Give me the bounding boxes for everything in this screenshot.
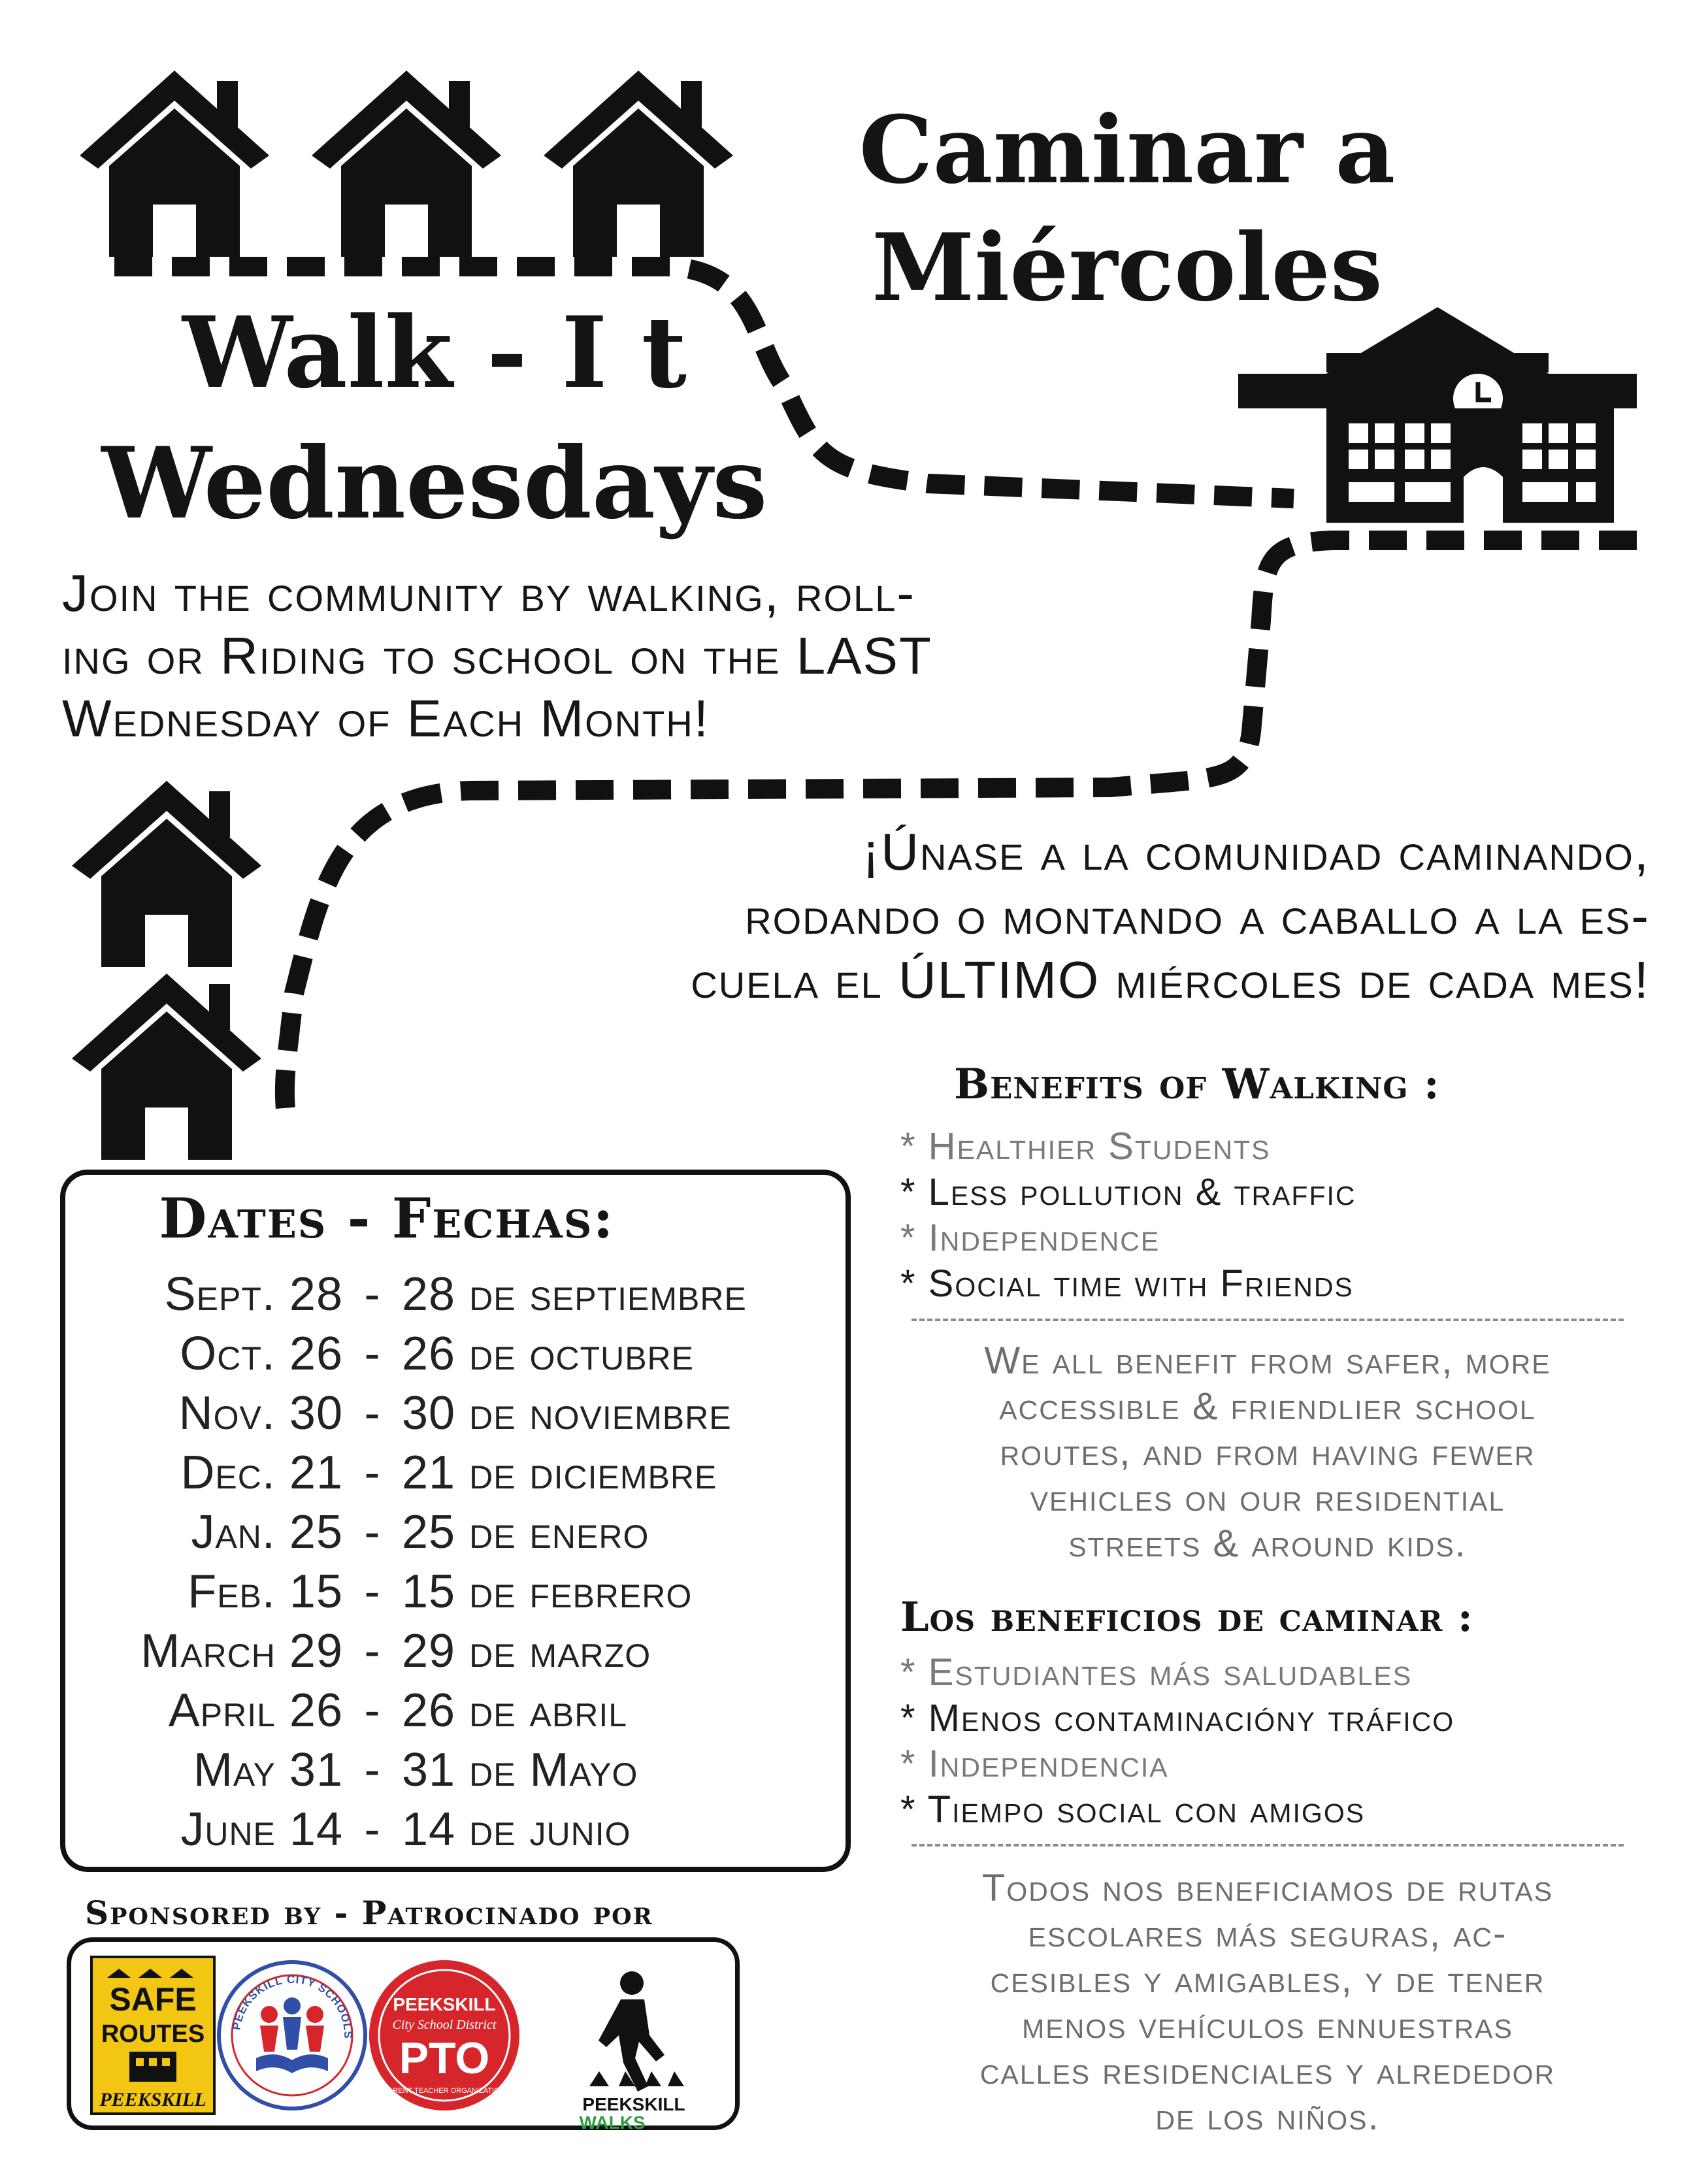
benefit-item: * Independence (900, 1217, 1160, 1259)
benefits-en-heading: Benefits of Walking : (954, 1060, 1440, 1109)
paragraph-line: vehicles on our residential (1030, 1477, 1505, 1519)
date-row (65, 1324, 843, 1383)
date-spanish: 31 de Mayo (402, 1743, 638, 1796)
sponsor-logos (67, 1937, 740, 2130)
date-spanish: 25 de enero (402, 1505, 649, 1558)
date-english: Feb. 15 (188, 1565, 343, 1618)
date-separator: - (364, 1743, 381, 1796)
intro-english-line: Wednesday of Each Month! (62, 689, 710, 747)
walker-icon (620, 1971, 644, 1995)
date-row (65, 1799, 843, 1859)
dates-title: Dates - Fechas: (159, 1186, 615, 1251)
intro-spanish-line: cuela el ÚLTIMO miércoles de cada mes! (691, 951, 1650, 1009)
pto-line3: PTO (399, 2033, 490, 2083)
date-english: Jan. 25 (191, 1505, 343, 1558)
date-spanish: 14 de junio (402, 1803, 631, 1856)
benefits-en-paragraph (895, 1338, 1640, 1567)
benefit-item: * Less pollution & traffic (900, 1171, 1356, 1213)
paragraph-line: accessible & friendlier school (999, 1385, 1536, 1428)
date-separator: - (364, 1327, 381, 1380)
benefit-item: * Estudiantes más saludables (900, 1651, 1413, 1694)
house-icon (80, 71, 269, 257)
intro-spanish-line: ¡Únase a la comunidad caminando, (862, 823, 1650, 881)
date-row (65, 1562, 843, 1621)
divider (911, 1319, 1624, 1321)
intro-english-line: Join the community by walking, roll- (62, 564, 916, 622)
intro-english (62, 562, 1225, 750)
pto-line4: PARENT TEACHER ORGANIZATION (384, 2087, 505, 2095)
benefits-es-paragraph (895, 1865, 1640, 2140)
benefits-es-list (900, 1650, 1454, 1833)
date-spanish: 28 de septiembre (402, 1268, 747, 1321)
date-row (65, 1621, 843, 1681)
pto-line1: PEEKSKILL (393, 1994, 496, 2014)
date-spanish: 26 de abril (402, 1684, 628, 1737)
walks-line2: WALKS (579, 2112, 646, 2130)
date-english: Nov. 30 (178, 1387, 343, 1439)
english-title-line1: Walk - I t (182, 295, 687, 410)
paragraph-line: escolares más seguras, ac- (1028, 1912, 1507, 1955)
paragraph-line: routes, and from having fewer (1000, 1431, 1536, 1473)
date-row (65, 1740, 843, 1799)
date-spanish: 21 de diciembre (402, 1446, 717, 1499)
dates-list (65, 1264, 843, 1859)
date-english: Oct. 26 (180, 1327, 343, 1380)
date-english: April 26 (168, 1684, 343, 1737)
english-title (72, 287, 797, 549)
safe-routes-logo (91, 1957, 214, 2114)
date-separator: - (364, 1565, 381, 1618)
benefits-en-list (900, 1124, 1356, 1307)
date-row (65, 1681, 843, 1740)
city-schools-ring-text: PEEKSKILL CITY SCHOOLS (230, 1973, 355, 2039)
date-row (65, 1264, 843, 1324)
date-english: Sept. 28 (164, 1268, 343, 1321)
date-english: Dec. 21 (180, 1446, 343, 1499)
date-separator: - (364, 1387, 381, 1439)
date-spanish: 15 de febrero (402, 1565, 693, 1618)
spanish-title-line2: Miércoles (872, 214, 1383, 322)
paragraph-line: menos vehículos ennuestras (1022, 2004, 1513, 2046)
school-icon (1238, 307, 1637, 523)
peekskill-walks-logo (579, 1971, 685, 2130)
house-icon (72, 974, 261, 1160)
benefit-item: * Tiempo social con amigos (900, 1788, 1366, 1831)
date-row (65, 1443, 843, 1502)
safe-routes-line3: PEEKSKILL (99, 2089, 206, 2110)
date-separator: - (364, 1446, 381, 1499)
city-schools-logo (219, 1962, 365, 2109)
spanish-title-line1: Caminar a (859, 96, 1396, 205)
date-row (65, 1383, 843, 1443)
sponsors-title: Sponsored by - Patrocinado por (85, 1894, 653, 1932)
benefit-item: * Healthier Students (900, 1125, 1271, 1168)
walks-line1: PEEKSKILL (582, 2094, 685, 2114)
safe-routes-line2: ROUTES (101, 2020, 205, 2048)
intro-spanish-line: rodando o montando a caballo a la es- (745, 887, 1650, 945)
divider (911, 1844, 1624, 1847)
paragraph-line: streets & around kids. (1068, 1522, 1467, 1565)
intro-english-line: ing or Riding to school on the LAST (62, 627, 932, 685)
date-spanish: 26 de octubre (402, 1327, 695, 1380)
benefit-item: * Independencia (900, 1743, 1169, 1785)
date-separator: - (364, 1268, 381, 1321)
date-separator: - (364, 1624, 381, 1677)
date-separator: - (364, 1505, 381, 1558)
intro-spanish (340, 820, 1650, 1012)
house-icon (312, 71, 501, 257)
house-icon (72, 781, 261, 967)
benefit-item: * Social time with Friends (900, 1262, 1354, 1305)
paragraph-line: Todos nos beneficiamos de rutas (981, 1867, 1554, 1909)
date-spanish: 30 de noviembre (402, 1387, 732, 1439)
english-title-line2: Wednesdays (101, 426, 768, 541)
date-english: May 31 (193, 1743, 343, 1796)
benefits-es-heading: Los beneficios de caminar : (900, 1593, 1473, 1641)
date-row (65, 1502, 843, 1562)
date-spanish: 29 de marzo (402, 1624, 651, 1677)
pto-logo (369, 1960, 519, 2110)
date-separator: - (364, 1684, 381, 1737)
paragraph-line: We all benefit from safer, more (984, 1339, 1551, 1382)
paragraph-line: calles residenciales y alrededor (979, 2050, 1556, 2092)
paragraph-line: cesibles y amigables, y de tener (990, 1958, 1545, 2001)
pto-line2: City School District (392, 2018, 497, 2032)
date-english: June 14 (180, 1803, 343, 1856)
safe-routes-line1: SAFE (109, 1981, 197, 2018)
date-english: March 29 (140, 1624, 343, 1677)
house-icon (544, 71, 733, 257)
date-separator: - (364, 1803, 381, 1856)
spanish-title (833, 91, 1421, 327)
paragraph-line: de los niños. (1155, 2095, 1380, 2138)
benefit-item: * Menos contaminacióny tráfico (900, 1697, 1455, 1739)
